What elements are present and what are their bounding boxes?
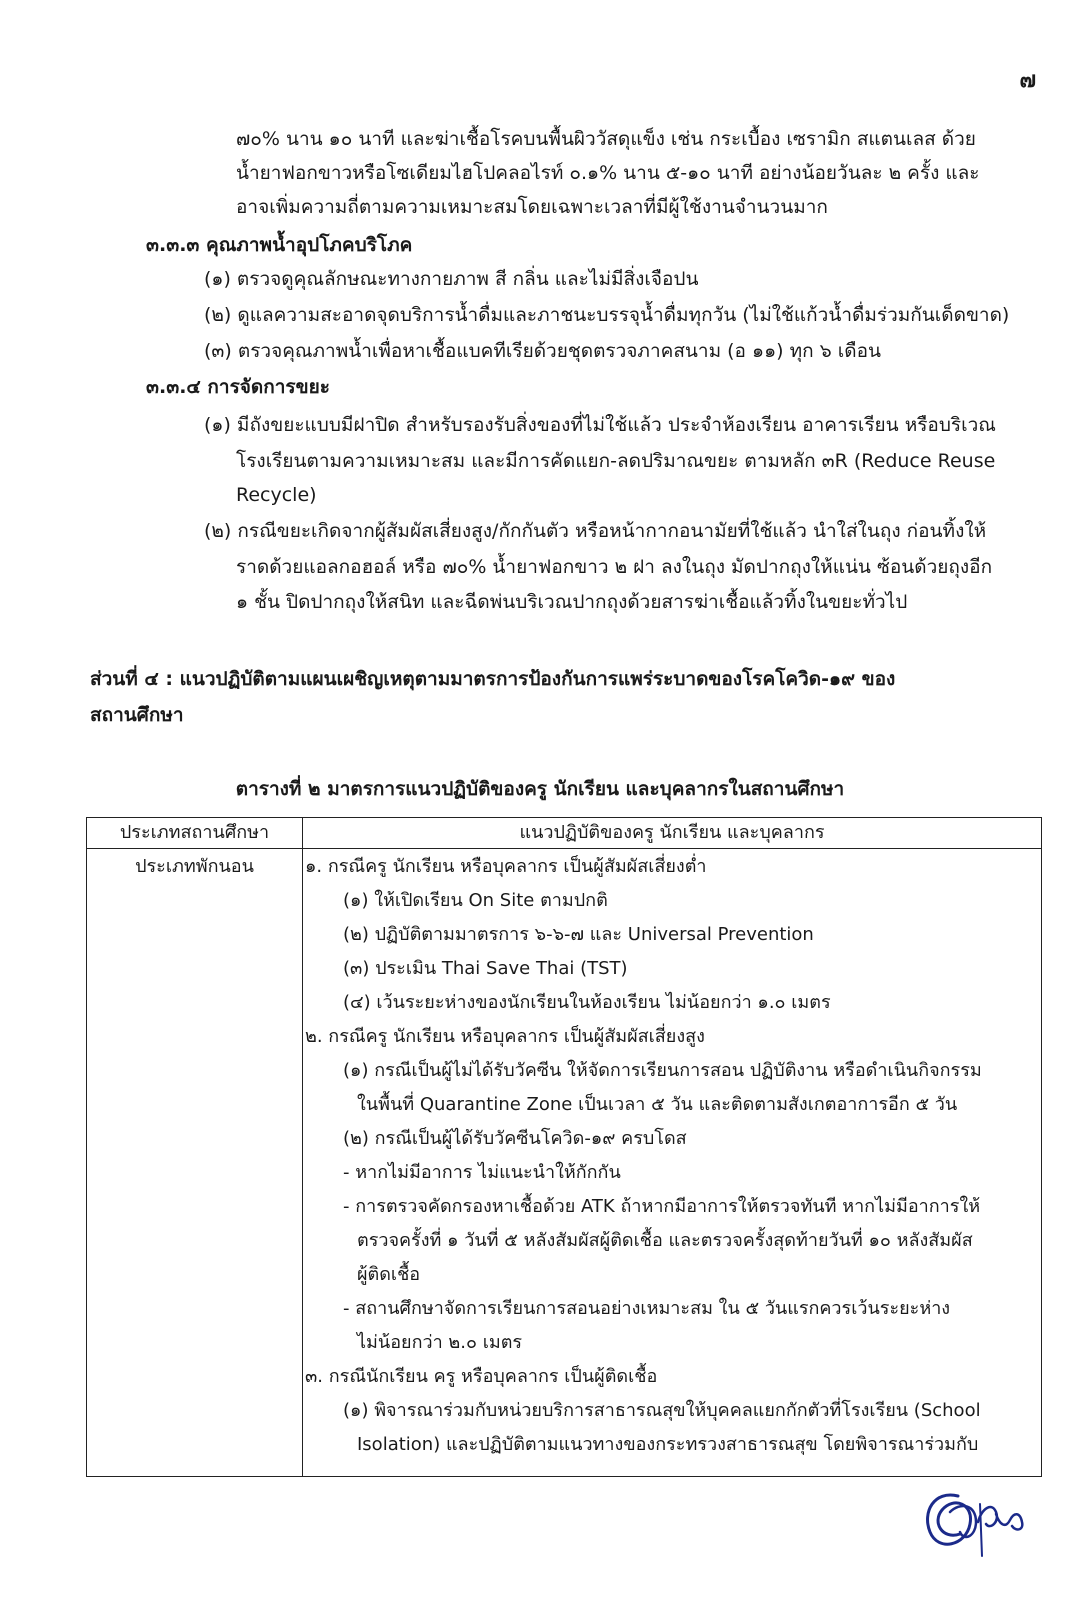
part4-heading-line1: ส่วนที่ ๔ : แนวปฏิบัติตามแผนเผชิญเหตุตามมาตรการป้องกันการแพร่ระบาดของโรคโควิด-๑๙ ของ [90,668,896,690]
practice-line: (๒) ปฏิบัติตามมาตรการ ๖-๖-๗ และ Universal Prevention [343,924,814,945]
continued-line-1: ๗๐% นาน ๑๐ นาที และฆ่าเชื้อโรคบนพื้นผิววัสดุแข็ง เช่น กระเบื้อง เซรามิก สแตนเลส ด้วย [236,128,976,150]
heading-waste-management: ๓.๓.๔ การจัดการขยะ [146,376,330,398]
water-item-3: (๓) ตรวจคุณภาพน้ำเพื่อหาเชื้อแบคทีเรียด้วยชุดตรวจภาคสนาม (อ ๑๑) ทุก ๖ เดือน [204,340,881,362]
handwritten-signature [920,1482,1040,1562]
practice-line: ในพื้นที่ Quarantine Zone เป็นเวลา ๕ วัน และติดตามสังเกตอาการอีก ๕ วัน [357,1094,958,1115]
water-item-2: (๒) ดูแลความสะอาดจุดบริการน้ำดื่มและภาชนะบรรจุน้ำดื่มทุกวัน (ไม่ใช้แก้วน้ำดื่มร่วมกันเด็ดขาด) [204,304,1010,326]
waste-item1-line2: โรงเรียนตามความเหมาะสม และมีการคัดแยก-ลดปริมาณขยะ ตามหลัก ๓R (Reduce Reuse [236,450,996,472]
waste-item1-line3: Recycle) [236,484,317,506]
practice-line: (๒) กรณีเป็นผู้ได้รับวัคซีนโควิด-๑๙ ครบโดส [343,1128,687,1149]
table-column-divider [302,818,303,1476]
practice-line: (๑) กรณีเป็นผู้ไม่ได้รับวัคซีน ให้จัดการเรียนการสอน ปฏิบัติงาน หรือดำเนินกิจกรรม [343,1060,982,1081]
continued-line-3: อาจเพิ่มความถี่ตามความเหมาะสมโดยเฉพาะเวลาที่มีผู้ใช้งานจำนวนมาก [236,196,828,218]
practice-line: - สถานศึกษาจัดการเรียนการสอนอย่างเหมาะสม ใน ๕ วันแรกควรเว้นระยะห่าง [343,1298,951,1319]
practice-line: - หากไม่มีอาการ ไม่แนะนำให้กักกัน [343,1162,621,1183]
practice-line: ๓. กรณีนักเรียน ครู หรือบุคลากร เป็นผู้ติดเชื้อ [305,1366,658,1387]
waste-item2-line3: ๑ ชั้น ปิดปากถุงให้สนิท และฉีดพ่นบริเวณปากถุงด้วยสารฆ่าเชื้อแล้วทิ้งในขยะทั่วไป [236,591,908,613]
practice-line: ไม่น้อยกว่า ๒.๐ เมตร [357,1332,523,1353]
practice-line: (๔) เว้นระยะห่างของนักเรียนในห้องเรียน ไม่น้อยกว่า ๑.๐ เมตร [343,992,831,1013]
practice-line: ๒. กรณีครู นักเรียน หรือบุคลากร เป็นผู้สัมผัสเสี่ยงสูง [305,1026,705,1047]
table-header-divider [87,848,1041,849]
practice-line: (๑) ให้เปิดเรียน On Site ตามปกติ [343,890,608,911]
practice-line: (๓) ประเมิน Thai Save Thai (TST) [343,958,628,979]
water-item-1: (๑) ตรวจดูคุณลักษณะทางกายภาพ สี กลิ่น และไม่มีสิ่งเจือปน [204,268,699,290]
heading-water-quality: ๓.๓.๓ คุณภาพน้ำอุปโภคบริโภค [146,234,413,256]
continued-line-2: น้ำยาฟอกขาวหรือโซเดียมไฮโปคลอไรท์ ๐.๑% นาน ๕-๑๐ นาที อย่างน้อยวันละ ๒ ครั้ง และ [236,162,980,184]
page-number: ๗ [1019,68,1036,93]
waste-item2-line2: ราดด้วยแอลกอฮอล์ หรือ ๗๐% น้ำยาฟอกขาว ๒ ฝา ลงในถุง มัดปากถุงให้แน่น ซ้อนด้วยถุงอีก [236,556,993,578]
table-caption: ตารางที่ ๒ มาตรการแนวปฏิบัติของครู นักเรียน และบุคลากรในสถานศึกษา [235,778,845,800]
practice-line: ผู้ติดเชื้อ [357,1264,421,1285]
measures-table [86,817,1042,1477]
table-header-type: ประเภทสถานศึกษา [119,822,270,843]
waste-item1-line1: (๑) มีถังขยะแบบมีฝาปิด สำหรับรองรับสิ่งของที่ไม่ใช้แล้ว ประจำห้องเรียน อาคารเรียน หรือบริเวณ [204,414,996,436]
practice-line: - การตรวจคัดกรองหาเชื้อด้วย ATK ถ้าหากมีอาการให้ตรวจทันที หากไม่มีอาการให้ [343,1196,981,1217]
table-header-practice: แนวปฏิบัติของครู นักเรียน และบุคลากร [519,822,825,843]
table-cell-type: ประเภทพักนอน [135,856,254,877]
practice-line: ๑. กรณีครู นักเรียน หรือบุคลากร เป็นผู้สัมผัสเสี่ยงต่ำ [305,856,707,877]
part4-heading-line2: สถานศึกษา [90,704,184,726]
practice-line: Isolation) และปฏิบัติตามแนวทางของกระทรวงสาธารณสุข โดยพิจารณาร่วมกับ [357,1434,979,1455]
practice-line: ตรวจครั้งที่ ๑ วันที่ ๕ หลังสัมผัสผู้ติดเชื้อ และตรวจครั้งสุดท้ายวันที่ ๑๐ หลังสัมผัส [357,1230,973,1251]
practice-line: (๑) พิจารณาร่วมกับหน่วยบริการสาธารณสุขให้บุคคลแยกกักตัวที่โรงเรียน (School [343,1400,981,1421]
waste-item2-line1: (๒) กรณีขยะเกิดจากผู้สัมผัสเสี่ยงสูง/กักกันตัว หรือหน้ากากอนามัยที่ใช้แล้ว นำใส่ในถุง ก่อนทิ้งให้ [204,520,987,542]
